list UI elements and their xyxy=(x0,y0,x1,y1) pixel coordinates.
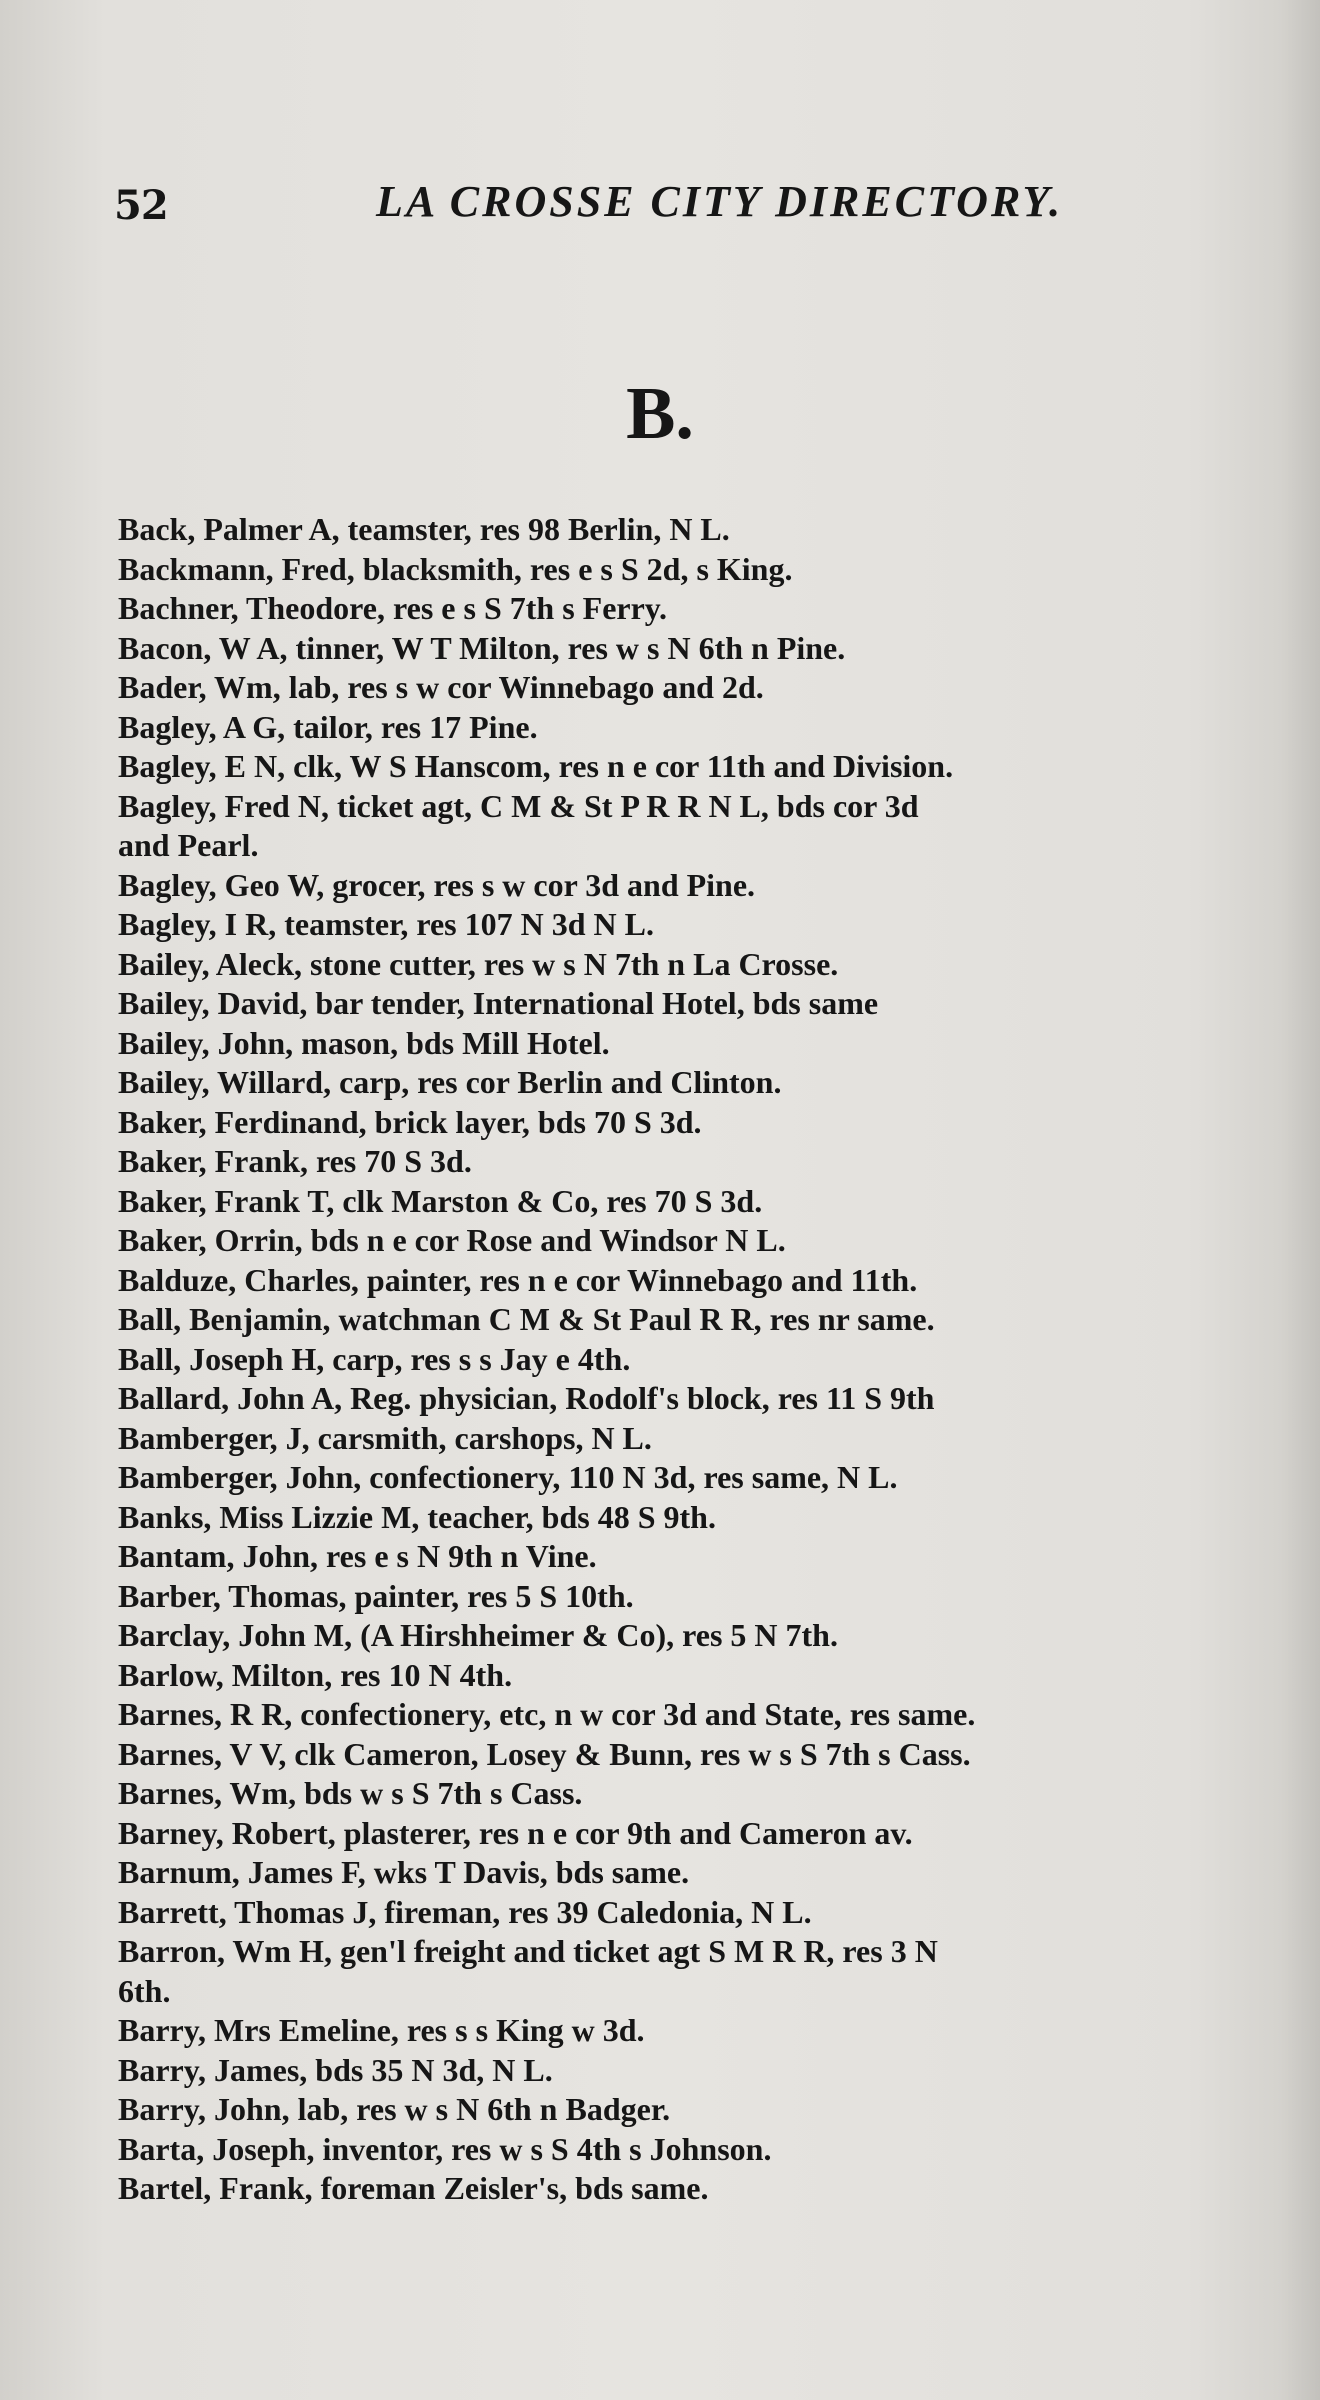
directory-entry xyxy=(118,1379,1278,1419)
entry-line: Barnes, R R, confectionery, etc, n w cor 3d and State, res same. xyxy=(118,1696,976,1732)
entry-line: Bantam, John, res e s N 9th n Vine. xyxy=(118,1538,597,1574)
entry-line: Bailey, Aleck, stone cutter, res w s N 7th n La Crosse. xyxy=(118,945,839,982)
entry-line: Barry, James, bds 35 N 3d, N L. xyxy=(118,2051,553,2088)
directory-entry xyxy=(118,2130,1278,2170)
entry-line: Barber, Thomas, painter, res 5 S 10th. xyxy=(118,1577,634,1614)
entry-line: Banks, Miss Lizzie M, teacher, bds 48 S 9th. xyxy=(118,1498,716,1535)
directory-entry xyxy=(118,550,1278,590)
directory-entry xyxy=(118,1458,1278,1498)
directory-entry xyxy=(118,1616,1278,1656)
entry-line: Balduze, Charles, painter, res n e cor Winnebago and 11th. xyxy=(118,1261,918,1298)
running-head: LA CROSSE CITY DIRECTORY. xyxy=(376,177,1064,226)
directory-entry xyxy=(118,1893,1278,1933)
directory-entry xyxy=(118,1300,1278,1340)
directory-entries xyxy=(118,510,1278,2209)
entry-line: Barrett, Thomas J, fireman, res 39 Caledonia, N L. xyxy=(118,1893,812,1930)
directory-entry xyxy=(118,1537,1278,1577)
directory-entry xyxy=(118,589,1278,629)
entry-line: Barclay, John M, (A Hirshheimer & Co), res 5 N 7th. xyxy=(118,1617,838,1653)
directory-entry xyxy=(118,1853,1278,1893)
entry-line: Backmann, Fred, blacksmith, res e s S 2d, s King. xyxy=(118,550,793,587)
entry-line: Baker, Ferdinand, brick layer, bds 70 S 3d. xyxy=(118,1103,702,1140)
entry-line: Bacon, W A, tinner, W T Milton, res w s N 6th n Pine. xyxy=(118,629,846,666)
entry-line: and Pearl. xyxy=(118,827,259,863)
directory-entry xyxy=(118,1577,1278,1617)
directory-entry xyxy=(118,1261,1278,1301)
section-letter: B. xyxy=(626,373,694,455)
directory-entry xyxy=(118,1814,1278,1854)
entry-line: Bailey, Willard, carp, res cor Berlin and Clinton. xyxy=(118,1064,782,1100)
directory-entry xyxy=(118,1735,1278,1775)
directory-entry xyxy=(118,1221,1278,1261)
directory-entry xyxy=(118,708,1278,748)
entry-line: Bagley, Geo W, grocer, res s w cor 3d and Pine. xyxy=(118,866,756,903)
directory-entry xyxy=(118,1419,1278,1459)
entry-line: Bailey, David, bar tender, International Hotel, bds same xyxy=(118,985,879,1021)
entry-line: Bagley, I R, teamster, res 107 N 3d N L. xyxy=(118,906,654,942)
entry-line: Barney, Robert, plasterer, res n e cor 9th and Cameron av. xyxy=(118,1814,913,1851)
entry-line: Bailey, John, mason, bds Mill Hotel. xyxy=(118,1024,610,1061)
directory-entry xyxy=(118,629,1278,669)
directory-entry xyxy=(118,905,1278,945)
directory-entry xyxy=(118,668,1278,708)
directory-entry xyxy=(118,2169,1278,2209)
entry-line: Barry, John, lab, res w s N 6th n Badger. xyxy=(118,2091,671,2127)
directory-entry xyxy=(118,1024,1278,1064)
directory-entry xyxy=(118,1340,1278,1380)
entry-line: Barlow, Milton, res 10 N 4th. xyxy=(118,1656,513,1693)
entry-line: Barry, Mrs Emeline, res s s King w 3d. xyxy=(118,2012,645,2048)
directory-entry xyxy=(118,1063,1278,1103)
directory-entry xyxy=(118,2011,1278,2051)
directory-entry xyxy=(118,1774,1278,1814)
entry-line: Baker, Frank T, clk Marston & Co, res 70 S 3d. xyxy=(118,1182,763,1219)
entry-line: Barnes, Wm, bds w s S 7th s Cass. xyxy=(118,1775,583,1811)
entry-line: Back, Palmer A, teamster, res 98 Berlin, N L. xyxy=(118,511,730,547)
page-number: 52 xyxy=(114,182,168,229)
directory-entry xyxy=(118,1142,1278,1182)
directory-entry xyxy=(118,510,1278,550)
entry-line: Barron, Wm H, gen'l freight and ticket agt S M R R, res 3 N xyxy=(118,1933,938,1969)
directory-entry xyxy=(118,1498,1278,1538)
directory-entry xyxy=(118,866,1278,906)
entry-line: Barta, Joseph, inventor, res w s S 4th s Johnson. xyxy=(118,2130,772,2167)
entry-line: Ballard, John A, Reg. physician, Rodolf's block, res 11 S 9th xyxy=(118,1380,935,1416)
entry-line: Bagley, E N, clk, W S Hanscom, res n e cor 11th and Division. xyxy=(118,748,954,784)
entry-line: Barnes, V V, clk Cameron, Losey & Bunn, res w s S 7th s Cass. xyxy=(118,1735,971,1772)
entry-line: 6th. xyxy=(118,1972,171,2009)
directory-entry xyxy=(118,945,1278,985)
entry-line: Ball, Joseph H, carp, res s s Jay e 4th. xyxy=(118,1340,631,1377)
entry-line: Bachner, Theodore, res e s S 7th s Ferry. xyxy=(118,590,668,626)
entry-line: Baker, Frank, res 70 S 3d. xyxy=(118,1143,472,1179)
entry-line: Baker, Orrin, bds n e cor Rose and Windsor N L. xyxy=(118,1222,786,1258)
directory-entry xyxy=(118,984,1278,1024)
directory-entry xyxy=(118,747,1278,787)
entry-line: Bader, Wm, lab, res s w cor Winnebago and 2d. xyxy=(118,669,764,705)
entry-line: Ball, Benjamin, watchman C M & St Paul R R, res nr same. xyxy=(118,1301,935,1337)
entry-line: Bamberger, John, confectionery, 110 N 3d, res same, N L. xyxy=(118,1459,898,1495)
directory-entry xyxy=(118,2090,1278,2130)
entry-line: Bamberger, J, carsmith, carshops, N L. xyxy=(118,1419,652,1456)
directory-entry xyxy=(118,2051,1278,2091)
entry-line: Bagley, A G, tailor, res 17 Pine. xyxy=(118,708,538,745)
directory-entry xyxy=(118,1656,1278,1696)
directory-entry xyxy=(118,1182,1278,1222)
entry-line: Barnum, James F, wks T Davis, bds same. xyxy=(118,1854,690,1890)
directory-entry xyxy=(118,1932,1278,2011)
directory-entry xyxy=(118,787,1278,866)
directory-entry xyxy=(118,1103,1278,1143)
entry-line: Bartel, Frank, foreman Zeisler's, bds same. xyxy=(118,2170,709,2206)
entry-line: Bagley, Fred N, ticket agt, C M & St P R R N L, bds cor 3d xyxy=(118,787,919,824)
directory-entry xyxy=(118,1695,1278,1735)
